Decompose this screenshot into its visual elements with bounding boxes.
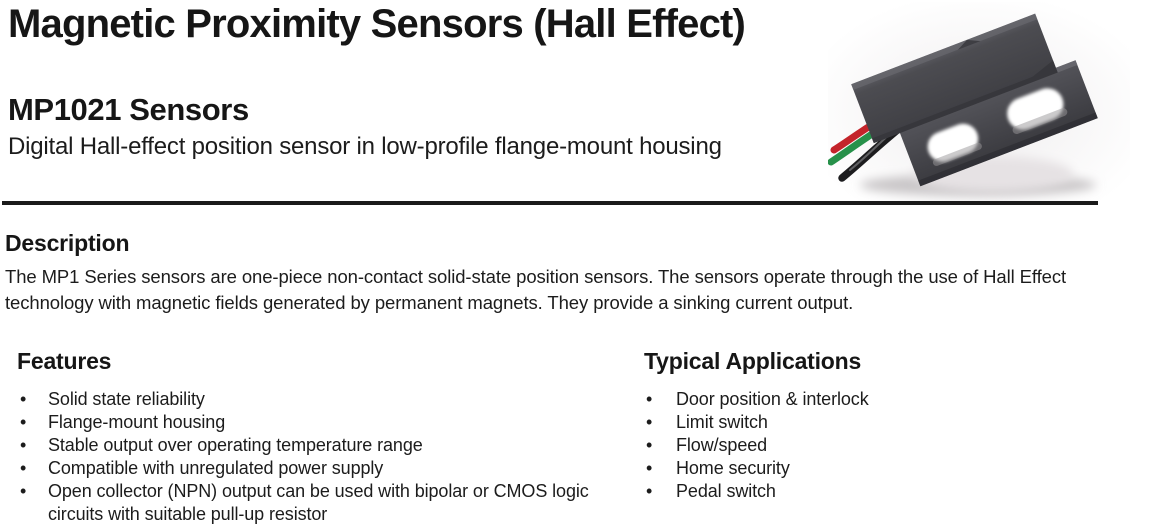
list-item xyxy=(646,388,1106,411)
bullet-icon: • xyxy=(20,458,27,478)
list-item xyxy=(646,434,1106,457)
product-photo xyxy=(828,2,1130,204)
feature-text: Compatible with unregulated power supply xyxy=(48,458,384,478)
bullet-icon: • xyxy=(20,481,27,501)
feature-text: Stable output over operating temperature range xyxy=(48,435,423,455)
description-paragraph xyxy=(5,264,1066,316)
list-item xyxy=(646,480,1106,503)
bullet-icon: • xyxy=(646,481,653,501)
bullet-icon: • xyxy=(20,389,27,409)
feature-text: Solid state reliability xyxy=(48,389,205,409)
application-text: Pedal switch xyxy=(676,481,776,501)
applications-heading: Typical Applications xyxy=(644,348,862,374)
features-list xyxy=(20,388,600,526)
list-item xyxy=(20,457,600,480)
page-title: Magnetic Proximity Sensors (Hall Effect) xyxy=(8,2,746,46)
sensor-photo-illustration xyxy=(828,2,1130,204)
bullet-icon: • xyxy=(20,435,27,455)
list-item xyxy=(20,434,600,457)
description-line: The MP1 Series sensors are one-piece non-contact solid-state position sensors. The sensors operate through the use of Hall Effect xyxy=(5,266,1067,287)
bullet-icon: • xyxy=(646,389,653,409)
application-text: Flow/speed xyxy=(676,435,768,455)
application-text: Home security xyxy=(676,458,790,478)
product-subtitle: Digital Hall-effect position sensor in low-profile flange-mount housing xyxy=(8,133,722,160)
bullet-icon: • xyxy=(646,412,653,432)
section-divider xyxy=(2,201,1098,205)
bullet-icon: • xyxy=(646,435,653,455)
list-item xyxy=(20,480,600,526)
bullet-icon: • xyxy=(646,458,653,478)
list-item xyxy=(646,457,1106,480)
application-text: Limit switch xyxy=(676,412,768,432)
description-heading: Description xyxy=(5,230,130,256)
list-item xyxy=(646,411,1106,434)
application-text: Door position & interlock xyxy=(676,389,869,409)
features-heading: Features xyxy=(17,348,112,374)
bullet-icon: • xyxy=(20,412,27,432)
applications-list xyxy=(646,388,1106,503)
product-name: MP1021 Sensors xyxy=(8,92,249,127)
feature-text: Open collector (NPN) output can be used with bipolar or CMOS logic circuits with suitable pull-up resistor xyxy=(48,481,589,524)
description-line: technology with magnetic fields generated by permanent magnets. They provide a sinking current output. xyxy=(5,292,854,313)
list-item xyxy=(20,388,600,411)
feature-text: Flange-mount housing xyxy=(48,412,226,432)
list-item xyxy=(20,411,600,434)
